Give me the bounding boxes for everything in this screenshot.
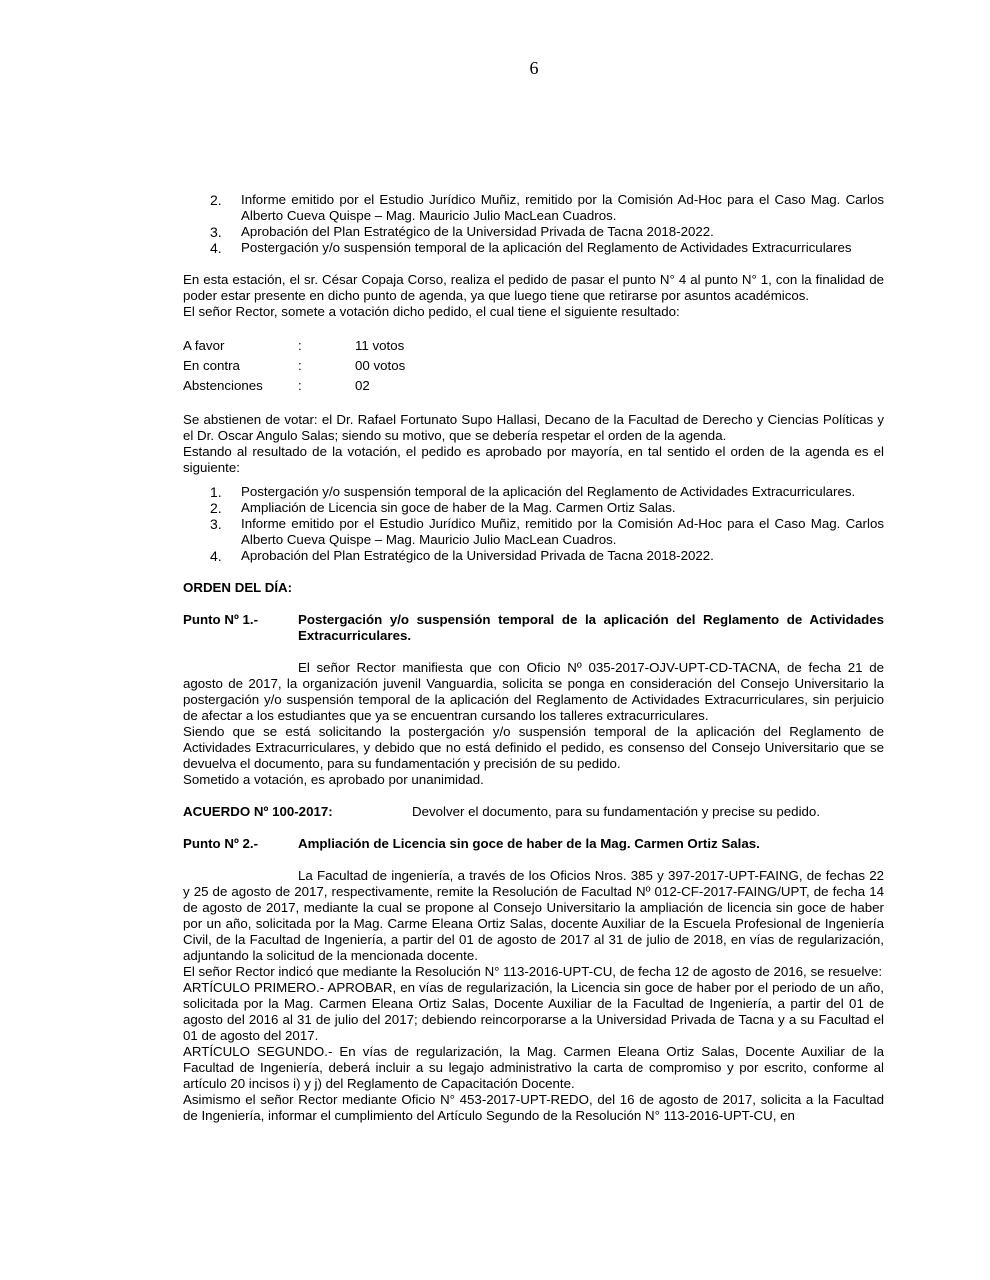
vote-value: 02 xyxy=(355,378,370,393)
list-item-number: 2. xyxy=(210,192,222,208)
vote-label: En contra xyxy=(183,358,240,373)
punto-1-title: Postergación y/o suspensión temporal de la aplicación del Reglamento de Actividades Extracurriculares. xyxy=(298,612,884,643)
list-item xyxy=(183,500,884,516)
vote-value: 00 votos xyxy=(355,358,406,373)
list-item-number: 2. xyxy=(210,500,222,516)
punto-2-paragraph: Asimismo el señor Rector mediante Oficio N° 453-2017-UPT-REDO, del 16 de agosto de 2017, solicita a la Facultad de Ingeniería, informar el cumplimiento del Artículo Segundo de la Resolución N° 113-2016-UPT-CU, en xyxy=(183,1092,884,1123)
list-item xyxy=(183,484,884,500)
list-item xyxy=(183,192,884,224)
punto-2-paragraph: ARTÍCULO PRIMERO.- APROBAR, en vías de regularización, la Licencia sin goce de haber por el periodo de un año, solicitada por la Mag. Carmen Eleana Ortiz Salas, Docente Auxiliar de la Facultad de Ingeniería, a partir del 01 de agosto del 2016 al 31 de julio del 2017; debiendo reincorporarse a la Universidad Privada de Tacna y a su Facultad el 01 de agosto del 2017. xyxy=(183,980,884,1043)
punto-2-header xyxy=(183,836,884,852)
punto-1-label: Punto Nº 1.- xyxy=(183,612,259,627)
list-item-number: 4. xyxy=(210,548,222,564)
punto-2-title: Ampliación de Licencia sin goce de haber de la Mag. Carmen Ortiz Salas. xyxy=(298,836,760,851)
vote-results xyxy=(183,336,884,396)
list-item-text: Postergación y/o suspensión temporal de la aplicación del Reglamento de Actividades Extracurriculares. xyxy=(241,484,856,499)
punto-1-paragraph: El señor Rector manifiesta que con Oficio Nº 035-2017-OJV-UPT-CD-TACNA, de fecha 21 de agosto de 2017, la organización juvenil Vanguardia, solicita se ponga en consideración del Consejo Universitario la postergación y/o suspensión temporal de la aplicación del Reglamento de Actividades Extracurriculares, sin perjuicio de afectar a los estudiantes que ya se encuentran cursando los talleres extracurriculares. xyxy=(183,660,884,723)
list-item xyxy=(183,240,884,256)
punto-1-header xyxy=(183,612,884,644)
vote-row xyxy=(183,336,884,356)
list-item-number: 4. xyxy=(210,240,222,256)
vote-separator: : xyxy=(298,358,302,373)
vote-row xyxy=(183,356,884,376)
paragraph-abstienen: Se abstienen de votar: el Dr. Rafael Fortunato Supo Hallasi, Decano de la Facultad de Derecho y Ciencias Políticas y el Dr. Oscar Angulo Salas; siendo su motivo, que se debería respetar el orden de la agenda. xyxy=(183,412,884,443)
acuerdo-block xyxy=(183,804,884,820)
punto-2-paragraph: ARTÍCULO SEGUNDO.- En vías de regularización, la Mag. Carmen Eleana Ortiz Salas, Docente Auxiliar de la Facultad de Ingeniería, deberá incluir a su legajo administrativo la carta de compromiso y por escrito, conforme al artículo 20 incisos i) y j) del Reglamento de Capacitación Docente. xyxy=(183,1044,884,1091)
paragraph-estando: Estando al resultado de la votación, el pedido es aprobado por mayoría, en tal sentido el orden de la agenda es el siguiente: xyxy=(183,444,884,475)
punto-2-paragraph: La Facultad de ingeniería, a través de los Oficios Nros. 385 y 397-2017-UPT-FAING, de fechas 22 y 25 de agosto de 2017, respectivamente, remite la Resolución de Facultad Nº 012-CF-2017-FAING/UPT, de fecha 14 de agosto de 2017, mediante la cual se propone al Consejo Universitario la ampliación de licencia sin goce de haber por un año, solicitada por la Mag. Carme Eleana Ortiz Salas, docente Auxiliar de la Escuela Profesional de Ingeniería Civil, de la Facultad de Ingeniería, a partir del 01 de agosto de 2017 al 31 de julio de 2018, en vías de regularización, adjuntando la solicitud de la mencionada docente. xyxy=(183,868,884,963)
vote-row xyxy=(183,376,884,396)
list-item xyxy=(183,224,884,240)
list-item-text: Aprobación del Plan Estratégico de la Universidad Privada de Tacna 2018-2022. xyxy=(241,224,714,239)
list-item xyxy=(183,516,884,548)
vote-separator: : xyxy=(298,338,302,353)
page-number: 6 xyxy=(529,58,539,78)
list-item-text: Informe emitido por el Estudio Jurídico Muñiz, remitido por la Comisión Ad-Hoc para el Caso Mag. Carlos Alberto Cueva Quispe – Mag. Mauricio Julio MacLean Cuadros. xyxy=(241,516,884,547)
vote-label: Abstenciones xyxy=(183,378,263,393)
paragraph-estacion: En esta estación, el sr. César Copaja Corso, realiza el pedido de pasar el punto N° 4 al punto N° 1, con la finalidad de poder estar presente en dicho punto de agenda, ya que luego tiene que retirarse por asuntos académicos. xyxy=(183,272,884,303)
document-body xyxy=(183,192,884,1124)
vote-separator: : xyxy=(298,378,302,393)
list-item-number: 3. xyxy=(210,224,222,240)
list-item-text: Informe emitido por el Estudio Jurídico Muñiz, remitido por la Comisión Ad-Hoc para el Caso Mag. Carlos Alberto Cueva Quispe – Mag. Mauricio Julio MacLean Cuadros. xyxy=(241,192,884,223)
acuerdo-text: Devolver el documento, para su fundamentación y precise su pedido. xyxy=(412,804,821,819)
paragraph-rector-votacion: El señor Rector, somete a votación dicho pedido, el cual tiene el siguiente resultado: xyxy=(183,304,680,319)
punto-1-paragraph: Sometido a votación, es aprobado por unanimidad. xyxy=(183,772,484,787)
list-item-number: 3. xyxy=(210,516,222,532)
orden-del-dia-heading: ORDEN DEL DÍA: xyxy=(183,580,293,595)
list-item-number: 1. xyxy=(210,484,222,500)
list-item-text: Aprobación del Plan Estratégico de la Universidad Privada de Tacna 2018-2022. xyxy=(241,548,714,563)
acuerdo-label: ACUERDO Nº 100-2017: xyxy=(183,804,333,819)
punto-1-paragraph: Siendo que se está solicitando la postergación y/o suspensión temporal de la aplicación del Reglamento de Actividades Extracurriculares, y debido que no está definido el pedido, es consenso del Consejo Universitario que se devuelva el documento, para su fundamentación y precisión de su pedido. xyxy=(183,724,884,771)
agenda-list-reordered xyxy=(183,484,884,564)
vote-label: A favor xyxy=(183,338,225,353)
list-item xyxy=(183,548,884,564)
punto-2-paragraph: El señor Rector indicó que mediante la Resolución N° 113-2016-UPT-CU, de fecha 12 de agosto de 2016, se resuelve: xyxy=(183,964,883,979)
list-item-text: Ampliación de Licencia sin goce de haber de la Mag. Carmen Ortiz Salas. xyxy=(241,500,676,515)
agenda-list-initial xyxy=(183,192,884,256)
list-item-text: Postergación y/o suspensión temporal de la aplicación del Reglamento de Actividades Extracurriculares xyxy=(241,240,852,255)
vote-value: 11 votos xyxy=(355,338,405,353)
punto-2-label: Punto Nº 2.- xyxy=(183,836,259,851)
